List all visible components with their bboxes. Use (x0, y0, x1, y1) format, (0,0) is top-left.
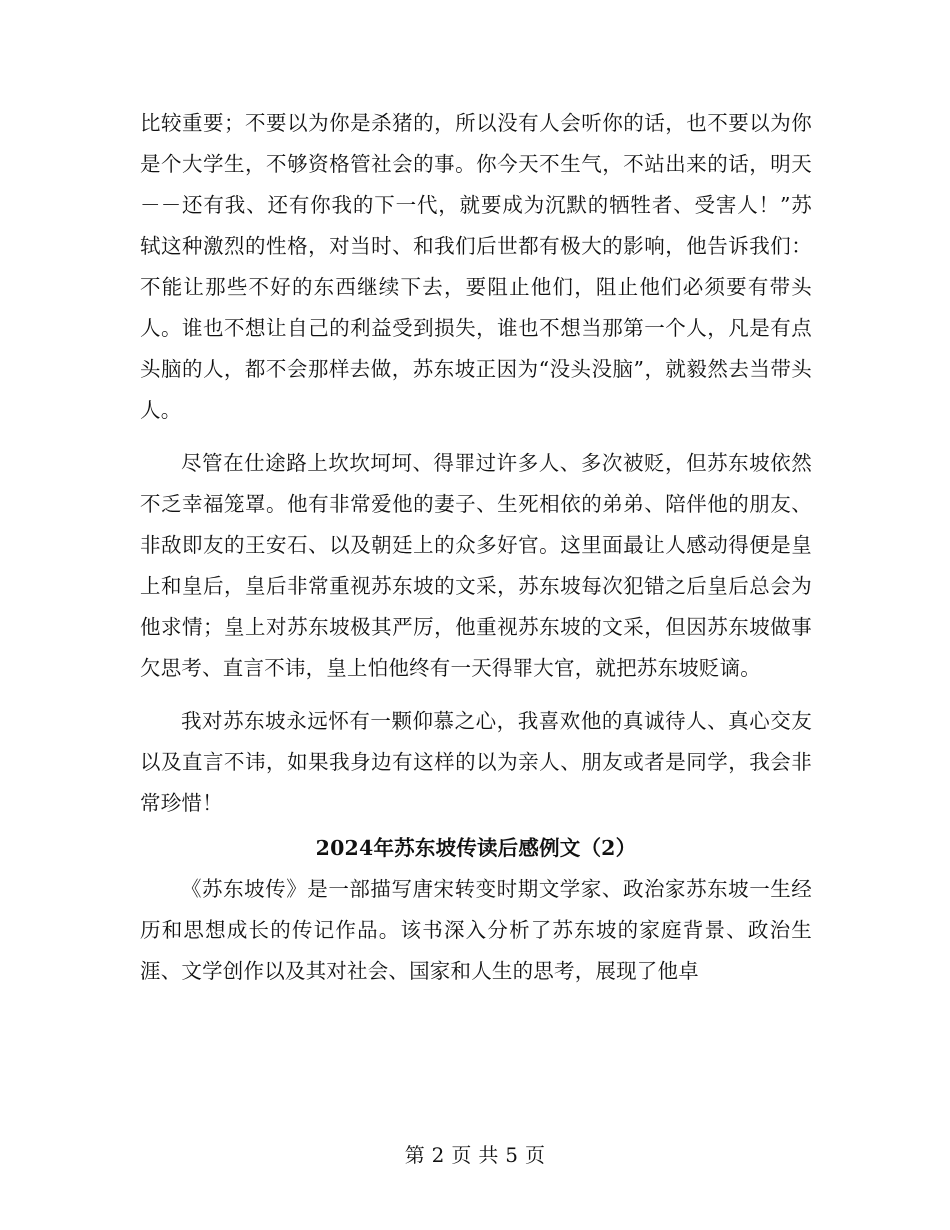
paragraph-gap (140, 689, 812, 701)
document-body (140, 103, 812, 992)
paragraph-admiration: 我对苏东坡永远怀有一颗仰慕之心，我喜欢他的真诚待人、真心交友以及直言不讳，如果我身边有这样的以为亲人、朋友或者是同学，我会非常珍惜！ (140, 709, 812, 815)
page-footer: 第 2 页 共 5 页 (404, 1143, 546, 1167)
paragraph-section-intro: 《苏东坡传》是一部描写唐宋转变时期文学家、政治家苏东坡一生经历和思想成长的传记作品。该书深入分析了苏东坡的家庭背景、政治生涯、文学创作以及其对社会、国家和人生的思考，展现了他卓 (140, 877, 812, 983)
paragraph-continued: 比较重要；不要以为你是杀猪的，所以没有人会听你的话，也不要以为你是个大学生，不够资格管社会的事。你今天不生气，不站出来的话，明天－－还有我、还有你我的下一代，就要成为沉默的牺牲者、受害人！”苏轼这种激烈的性格，对当时、和我们后世都有极大的影响，他告诉我们：不能让那些不好的东西继续下去，要阻止他们，阻止他们必须要有带头人。谁也不想让自己的利益受到损失，谁也不想当那第一个人，凡是有点头脑的人，都不会那样去做，苏东坡正因为“没头没脑”，就毅然去当带头人。 (140, 111, 812, 422)
paragraph-fortune: 尽管在仕途路上坎坎坷坷、得罪过许多人、多次被贬，但苏东坡依然不乏幸福笼罩。他有非常爱他的妻子、生死相依的弟弟、陪伴他的朋友、非敌即友的王安石、以及朝廷上的众多好官。这里面最让人感动得便是皇上和皇后，皇后非常重视苏东坡的文采，苏东坡每次犯错之后皇后总会为他求情；皇上对苏东坡极其严厉，他重视苏东坡的文采，但因苏东坡做事欠思考、直言不讳，皇上怕他终有一天得罪大官，就把苏东坡贬谪。 (140, 451, 812, 680)
section-title: 2024年苏东坡传读后感例文（2） (315, 836, 637, 860)
paragraph-gap (140, 431, 812, 443)
